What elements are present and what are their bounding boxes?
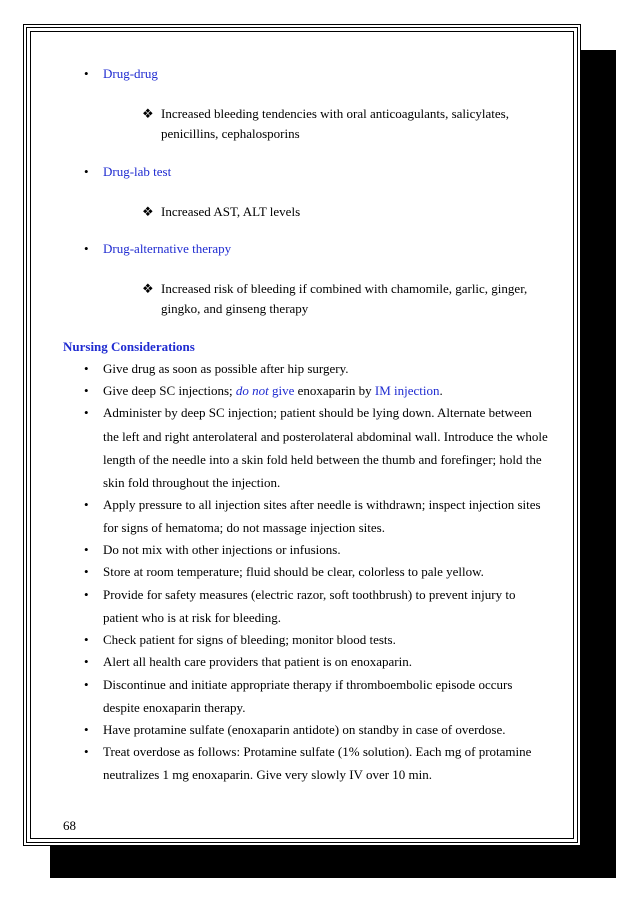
nursing-item: Give drug as soon as possible after hip surgery. [103,361,349,376]
nursing-item: Do not mix with other injections or infusions. [103,542,341,557]
nursing-item-line: Provide for safety measures (electric razor, soft toothbrush) to prevent injury to [103,587,516,602]
bullet-dot: • [84,66,89,81]
bullet-dot: • [84,164,89,179]
interaction-detail: Increased risk of bleeding if combined with chamomile, garlic, ginger, [161,281,528,296]
nursing-item-line: neutralizes 1 mg enoxaparin. Give very slowly IV over 10 min. [103,767,433,782]
bullet-dot: • [84,542,89,557]
diamond-bullet-icon: ❖ [142,106,154,121]
interaction-detail: Increased bleeding tendencies with oral anticoagulants, salicylates, [161,106,509,121]
nursing-item: Check patient for signs of bleeding; monitor blood tests. [103,632,396,647]
nursing-item [103,383,443,399]
bullet-dot: • [84,722,89,737]
bullet-dot: • [84,564,89,579]
interaction-label-drug-drug: Drug-drug [103,66,158,81]
interaction-detail: gingko, and ginseng therapy [161,301,309,316]
diamond-bullet-icon: ❖ [142,281,154,296]
nursing-item-line: length of the needle into a skin fold held between the thumb and forefinger; hold the [103,452,542,467]
interaction-detail: penicillins, cephalosporins [161,126,300,141]
text-run: enoxaparin by [294,383,375,398]
nursing-item-line: despite enoxaparin therapy. [103,700,246,715]
text-run: Give deep SC injections; [103,383,236,398]
nursing-item-line: Treat overdose as follows: Protamine sulfate (1% solution). Each mg of protamine [103,744,532,759]
section-heading: Nursing Considerations [63,339,195,354]
bullet-dot: • [84,677,89,692]
nursing-item-line: patient who is at risk for bleeding. [103,610,281,625]
bullet-dot: • [84,654,89,669]
nursing-item-line: skin fold throughout the injection. [103,475,281,490]
nursing-item-line: Apply pressure to all injection sites after needle is withdrawn; inspect injection sites [103,497,541,512]
interaction-label-drug-lab-test: Drug-lab test [103,164,172,179]
bullet-dot: • [84,587,89,602]
emphasis-do-not: do not [235,383,269,398]
link-im-injection[interactable]: IM injection [374,383,440,398]
nursing-item: Have protamine sulfate (enoxaparin antidote) on standby in case of overdose. [103,722,506,737]
page-number: 68 [63,818,76,833]
nursing-item-line: Administer by deep SC injection; patient should be lying down. Alternate between [103,405,532,420]
bullet-dot: • [84,361,89,376]
interaction-label-drug-alternative-therapy: Drug-alternative therapy [103,241,232,256]
nursing-item-line: for signs of hematoma; do not massage injection sites. [103,520,385,535]
interaction-detail: Increased AST, ALT levels [161,204,301,219]
bullet-dot: • [84,383,89,398]
nursing-item: Alert all health care providers that patient is on enoxaparin. [103,654,412,669]
link-give[interactable]: give [268,383,295,398]
bullet-dot: • [84,405,89,420]
nursing-item-line: Discontinue and initiate appropriate therapy if thromboembolic episode occurs [103,677,513,692]
bullet-dot: • [84,497,89,512]
bullet-dot: • [84,632,89,647]
bullet-dot: • [84,744,89,759]
bullet-dot: • [84,241,89,256]
diamond-bullet-icon: ❖ [142,204,154,219]
nursing-item-line: the left and right anterolateral and posterolateral abdominal wall. Introduce the whole [103,429,548,444]
nursing-item: Store at room temperature; fluid should be clear, colorless to pale yellow. [103,564,484,579]
text-run: . [439,383,443,398]
